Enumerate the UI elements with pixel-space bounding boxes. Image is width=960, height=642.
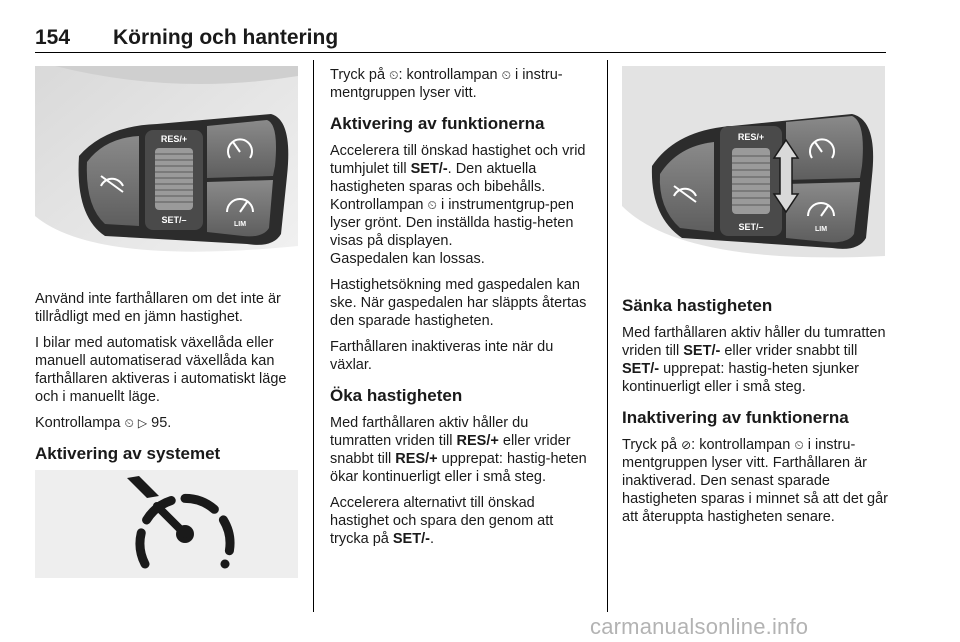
res-label: RES/+ [160, 134, 188, 144]
section-heading: Sänka hastigheten [622, 296, 773, 315]
text: i instrumentgrup-pen lyser grönt. Den inställda hastig-heten visas på displayen. [330, 197, 574, 249]
column-divider [607, 60, 608, 612]
text: upprepat: hastig-heten ökar kontinuerligt eller i små steg. [330, 451, 587, 485]
set-label: SET/– [161, 215, 187, 225]
page-number: 154 [35, 26, 71, 49]
paragraph [622, 436, 888, 526]
text: Gaspedalen kan lossas. [330, 251, 485, 267]
page-header [35, 26, 338, 50]
paragraph: Hastighetsökning med gaspedalen kan ske. När gaspedalen har släppts återtas den sparade hastigheten. [330, 277, 587, 329]
control-label: RES/+ [456, 433, 499, 449]
text: upprepat: hastig-heten sjunker kontinuerligt eller i små steg. [622, 361, 859, 395]
text: . [429, 531, 434, 547]
cruise-control-symbol-figure [35, 470, 298, 578]
cruise-control-icon: ⏲ [427, 198, 437, 212]
watermark: carmanualsonline.info [590, 614, 809, 639]
paragraph [330, 66, 592, 102]
paragraph [330, 414, 592, 486]
page-reference-arrow-icon: ▷ [137, 416, 148, 430]
text: Accelerera alternativt till önskad hastighet och spara den genom att trycka på [330, 495, 554, 547]
text: Med farthållaren aktiv håller du tumratten vriden till [622, 325, 886, 359]
control-label: SET/- [622, 361, 660, 377]
text: . Den aktuella hastigheten sparas och bibehålls. Kontrollampan [330, 161, 546, 213]
page-title: Körning och hantering [113, 26, 339, 49]
cruise-cancel-icon: ⊘ [681, 438, 692, 452]
set-label: SET/– [738, 222, 764, 232]
column-3 [622, 296, 888, 534]
cruise-control-icon: ⏲ [501, 68, 512, 82]
text: : kontrollampan [691, 437, 791, 453]
thumbwheel-figure [622, 66, 885, 278]
header-rule [35, 52, 886, 53]
control-label: SET/- [410, 161, 448, 177]
lim-label: LIM [814, 226, 828, 233]
section-heading: Aktivering av funktionerna [330, 114, 545, 133]
cruise-control-icon [35, 470, 298, 578]
page-reference: 95. [151, 415, 172, 431]
paragraph: Använd inte farthållaren om det inte är tillrådligt med en jämn hastighet. [35, 291, 281, 325]
paragraph [330, 142, 592, 268]
lim-label: LIM [233, 221, 247, 228]
cruise-control-icon: ⏲ [389, 68, 399, 82]
steering-controls-figure [35, 66, 298, 278]
column-divider [313, 60, 314, 612]
text: i instru-mentgruppen lyser vitt. [330, 67, 563, 101]
text: eller vrider snabbt till [724, 343, 858, 359]
paragraph [35, 414, 300, 432]
section-heading: Öka hastigheten [330, 386, 463, 405]
text: eller vrider snabbt till [330, 433, 571, 467]
section-heading: Aktivering av systemet [35, 444, 221, 463]
control-label: RES/+ [395, 451, 438, 467]
cruise-control-icon: ⏲ [794, 438, 804, 452]
column-1 [35, 290, 300, 472]
column-2 [330, 66, 592, 556]
control-label: SET/- [392, 531, 430, 547]
control-label: SET/- [683, 343, 721, 359]
paragraph-text: Kontrollampa [35, 415, 121, 431]
section-heading: Inaktivering av funktionerna [622, 408, 849, 427]
paragraph [330, 494, 592, 548]
paragraph: I bilar med automatisk växellåda eller manuell automatiserad växellåda kan farthållaren aktiveras i automatiskt läge och i manuellt läge. [35, 335, 287, 405]
paragraph: Farthållaren inaktiveras inte när du växlar. [330, 339, 554, 373]
text: Tryck på [330, 67, 386, 83]
text: Tryck på [622, 437, 678, 453]
res-label: RES/+ [737, 132, 765, 142]
text: Med farthållaren aktiv håller du tumratten vriden till [330, 415, 529, 449]
text: Accelerera till önskad hastighet och vrid tumhjulet till [330, 143, 586, 177]
text: : kontrollampan [398, 67, 498, 83]
cruise-control-icon: ⏲ [124, 416, 134, 430]
text: i instru-mentgruppen lyser vitt. Farthållaren är inaktiverad. Den senast sparade hastigheten sparas i minnet så att det går att återuppta hastigheten senare. [622, 437, 888, 525]
paragraph [622, 324, 888, 396]
